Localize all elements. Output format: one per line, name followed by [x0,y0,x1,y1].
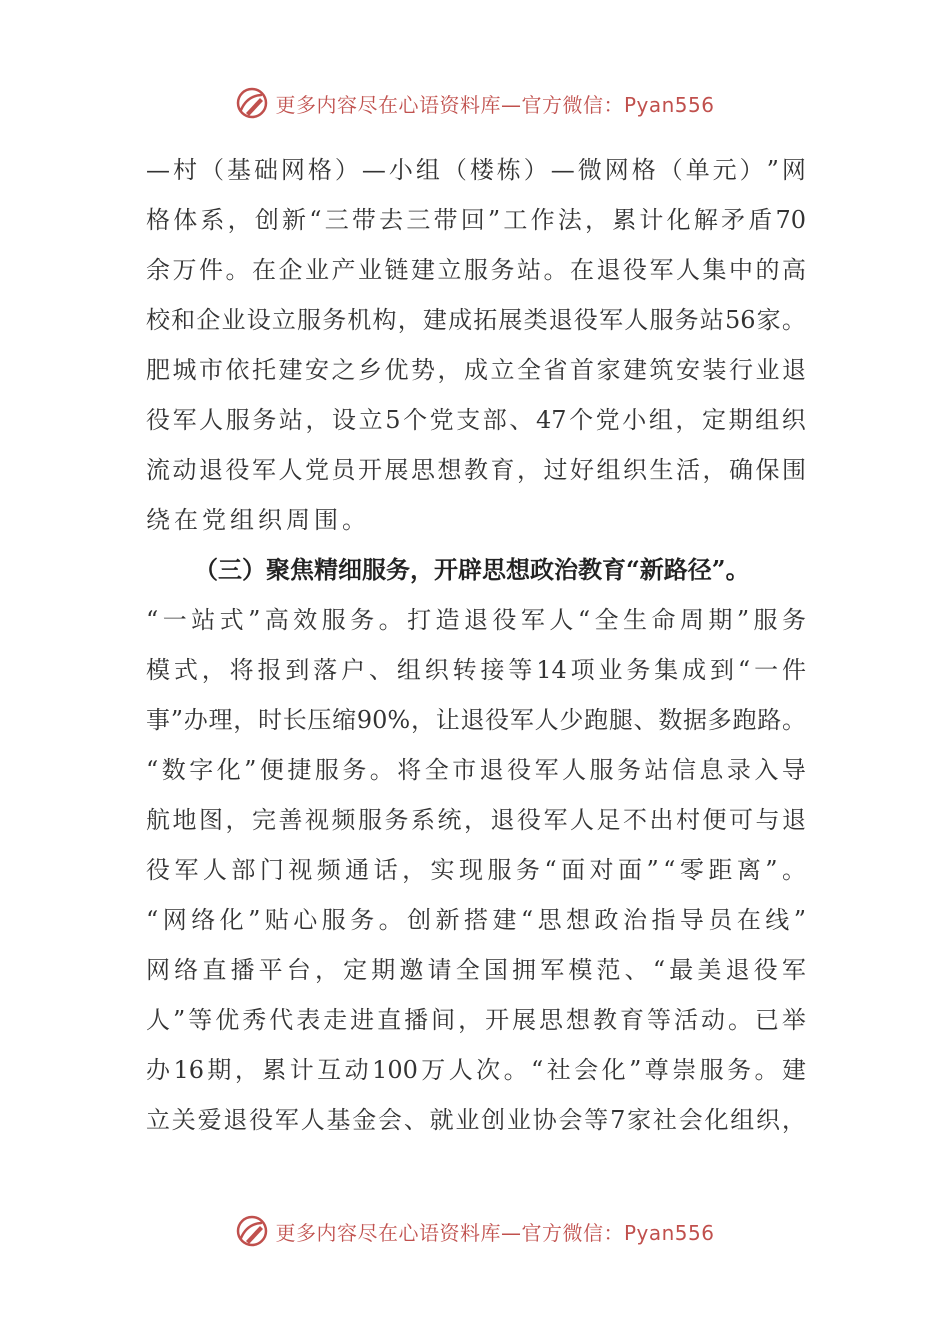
text-line: 网 络 直 播 平 台 ， 定 期 邀 请 全 国 拥 军 模 范 、 “ 最 美 退 役 军 [146,956,806,984]
text-line: 立 关 爱 退 役 军 人 基 金 会 、 就 业 创 业 协 会 等 7 家 社 会 化 组 织 ， [146,1106,806,1134]
document-body [146,145,806,1145]
section-heading: （三）聚焦精细服务，开辟思想政治教育“新路径”。 [194,555,750,584]
text-line: 办 16 期 ， 累 计 互 动 100 万 人 次 。 “ 社 会 化 ” 尊 崇 服 务 。 建 [146,1056,806,1084]
watermark-text: 更多内容尽在心语资料库—官方微信：Pyan556 [275,1220,715,1245]
text-line: 余 万 件 。 在 企 业 产 业 链 建 立 服 务 站 。 在 退 役 军 人 集 中 的 高 [146,256,806,284]
text-line: 役 军 人 服 务 站 ， 设 立 5 个 党 支 部 、 47 个 党 小 组 ， 定 期 组 织 [146,406,806,434]
text-line: 人 ” 等 优 秀 代 表 走 进 直 播 间 ， 开 展 思 想 教 育 等 活 动 。 已 举 [146,1006,806,1034]
header-watermark [0,83,950,123]
text-line: — 村 （ 基 础 网 格 ） — 小 组 （ 楼 栋 ） — 微 网 格 （ 单 元 ） ” 网 [146,156,806,184]
text-line: 流 动 退 役 军 人 党 员 开 展 思 想 教 育 ， 过 好 组 织 生 活 ， 确 保 围 [146,456,806,484]
pen-logo-icon [235,1214,269,1248]
text-line: 航 地 图 ， 完 善 视 频 服 务 系 统 ， 退 役 军 人 足 不 出 村 便 可 与 退 [146,806,806,834]
text-line: 事 ” 办 理 ， 时 长 压 缩 90% ， 让 退 役 军 人 少 跑 腿 、 数 据 多 跑 路 。 [146,706,806,734]
text-line: “ 一 站 式 ” 高 效 服 务 。 打 造 退 役 军 人 “ 全 生 命 周 期 ” 服 务 [146,606,806,634]
text-line: “ 数 字 化 ” 便 捷 服 务 。 将 全 市 退 役 军 人 服 务 站 信 息 录 入 导 [146,756,806,784]
text-line: 肥 城 市 依 托 建 安 之 乡 优 势 ， 成 立 全 省 首 家 建 筑 安 装 行 业 退 [146,356,806,384]
text-line: 格 体 系 ， 创 新 “ 三 带 去 三 带 回 ” 工 作 法 ， 累 计 化 解 矛 盾 70 [146,206,806,234]
text-line: 模 式 ， 将 报 到 落 户 、 组 织 转 接 等 14 项 业 务 集 成 到 “ 一 件 [146,656,806,684]
text-line: 绕在党组织周围。 [146,506,370,534]
text-line: 校 和 企 业 设 立 服 务 机 构 ， 建 成 拓 展 类 退 役 军 人 服 务 站 56 家 。 [146,306,806,334]
pen-logo-icon [235,86,269,120]
watermark-text: 更多内容尽在心语资料库—官方微信：Pyan556 [275,92,715,117]
text-line: 役 军 人 部 门 视 频 通 话 ， 实 现 服 务 “ 面 对 面 ” “ 零 距 离 ” 。 [146,856,806,884]
footer-watermark [0,1211,950,1251]
text-line: “ 网 络 化 ” 贴 心 服 务 。 创 新 搭 建 “ 思 想 政 治 指 导 员 在 线 ” [146,906,806,934]
